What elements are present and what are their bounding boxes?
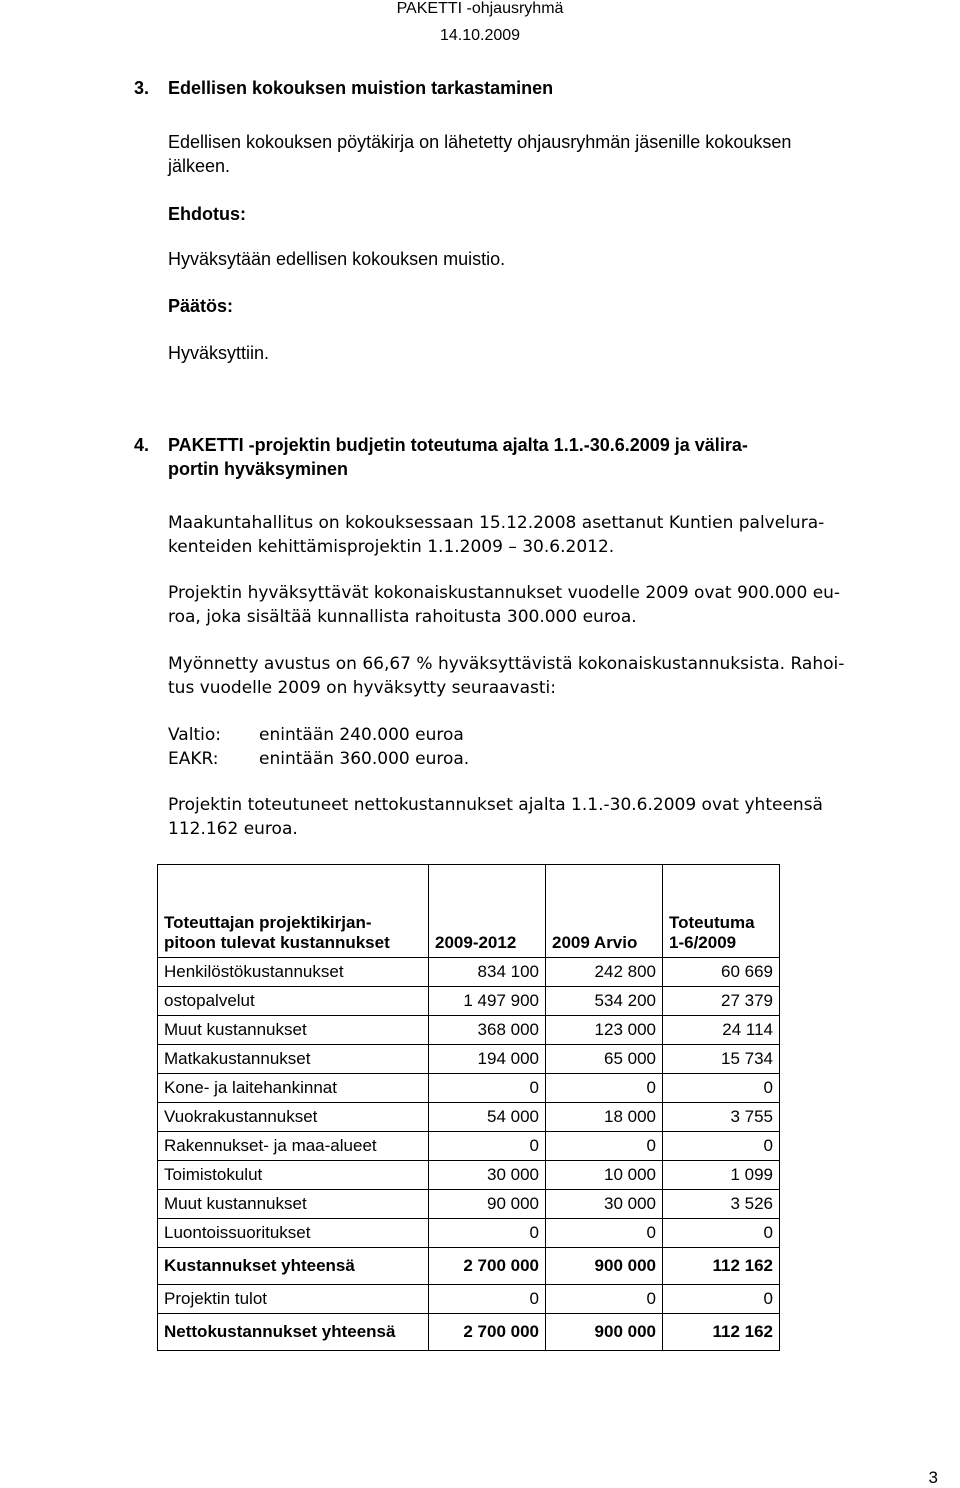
- header-2009-2012: [429, 865, 546, 958]
- table-row: [158, 1219, 780, 1248]
- table-row-total: [158, 1248, 780, 1285]
- proposal-label: Ehdotus:: [168, 204, 246, 224]
- funding-row-valtio: [168, 723, 464, 747]
- budget-table: [157, 864, 780, 1351]
- section-4-p3-line-2: tus vuodelle 2009 on hyväksytty seuraavasti:: [168, 678, 556, 698]
- cell-2009-2012: 834 100: [429, 958, 546, 987]
- cell-cost-type: Luontoissuoritukset: [158, 1219, 429, 1248]
- cell-income-label: Projektin tulot: [158, 1285, 429, 1314]
- cell-income-realized: 0: [663, 1285, 780, 1314]
- cell-2009-estimate: 0: [546, 1074, 663, 1103]
- section-3-title: Edellisen kokouksen muistion tarkastaminen: [168, 78, 554, 98]
- section-4-p2-line-2: roa, joka sisältää kunnallista rahoitusta 300.000 euroa.: [168, 607, 637, 627]
- section-4-p4-line-2: 112.162 euroa.: [168, 819, 298, 839]
- cell-total-realized: 112 162: [663, 1248, 780, 1285]
- header-realized: [663, 865, 780, 958]
- decision-label: Päätös:: [168, 296, 234, 316]
- funding-value: enintään 240.000 euroa: [259, 725, 464, 745]
- table-row: [158, 1016, 780, 1045]
- cell-realized: 0: [663, 1132, 780, 1161]
- header-date: 14.10.2009: [439, 27, 521, 44]
- cell-cost-type: Kone- ja laitehankinnat: [158, 1074, 429, 1103]
- table-row: [158, 1161, 780, 1190]
- section-3-number: 3.: [134, 78, 150, 98]
- header-cost-type-line-1: Toteuttajan projektikirjan-: [164, 913, 372, 932]
- cell-cost-type: Muut kustannukset: [158, 1016, 429, 1045]
- cell-total-2009-estimate: 900 000: [546, 1248, 663, 1285]
- table-row-income: [158, 1285, 780, 1314]
- table-row: [158, 1132, 780, 1161]
- section-4-title-line-2: portin hyväksyminen: [168, 459, 349, 479]
- header-cost-type: [158, 865, 429, 958]
- section-4-title-line-1: PAKETTI -projektin budjetin toteutuma ajalta 1.1.-30.6.2009 ja välira-: [168, 435, 748, 455]
- table-header-row: [158, 865, 780, 958]
- cell-2009-estimate: 0: [546, 1132, 663, 1161]
- cell-2009-estimate: 18 000: [546, 1103, 663, 1132]
- cell-total-label: Kustannukset yhteensä: [158, 1248, 429, 1285]
- cell-2009-2012: 194 000: [429, 1045, 546, 1074]
- funding-label: Valtio:: [168, 725, 221, 745]
- table-row: [158, 1190, 780, 1219]
- cell-2009-estimate: 242 800: [546, 958, 663, 987]
- cell-net-realized: 112 162: [663, 1314, 780, 1351]
- cell-net-2009-estimate: 900 000: [546, 1314, 663, 1351]
- cell-realized: 3 526: [663, 1190, 780, 1219]
- cell-2009-2012: 0: [429, 1074, 546, 1103]
- table-row: [158, 958, 780, 987]
- cell-income-2009-estimate: 0: [546, 1285, 663, 1314]
- cell-2009-estimate: 10 000: [546, 1161, 663, 1190]
- decision-text: Hyväksyttiin.: [168, 343, 270, 363]
- header-cost-type-line-2: pitoon tulevat kustannukset: [164, 933, 390, 952]
- cell-2009-estimate: 0: [546, 1219, 663, 1248]
- proposal-text: Hyväksytään edellisen kokouksen muistio.: [168, 249, 506, 269]
- header-2009-2012-text: 2009-2012: [435, 933, 517, 952]
- cell-income-2009-2012: 0: [429, 1285, 546, 1314]
- cell-2009-2012: 0: [429, 1219, 546, 1248]
- table-row: [158, 1103, 780, 1132]
- cell-2009-estimate: 123 000: [546, 1016, 663, 1045]
- cell-2009-estimate: 534 200: [546, 987, 663, 1016]
- cell-cost-type: Vuokrakustannukset: [158, 1103, 429, 1132]
- cell-2009-2012: 54 000: [429, 1103, 546, 1132]
- cell-cost-type: Toimistokulut: [158, 1161, 429, 1190]
- funding-label: EAKR:: [168, 749, 219, 769]
- table-row: [158, 1074, 780, 1103]
- cell-realized: 0: [663, 1219, 780, 1248]
- cell-total-2009-2012: 2 700 000: [429, 1248, 546, 1285]
- cell-realized: 0: [663, 1074, 780, 1103]
- table-row-net: [158, 1314, 780, 1351]
- cell-2009-estimate: 30 000: [546, 1190, 663, 1219]
- cell-2009-2012: 1 497 900: [429, 987, 546, 1016]
- cell-cost-type: Matkakustannukset: [158, 1045, 429, 1074]
- cell-realized: 60 669: [663, 958, 780, 987]
- cell-realized: 24 114: [663, 1016, 780, 1045]
- page-number: 3: [928, 1468, 938, 1487]
- cell-net-label: Nettokustannukset yhteensä: [158, 1314, 429, 1351]
- cell-2009-2012: 30 000: [429, 1161, 546, 1190]
- cell-cost-type: Muut kustannukset: [158, 1190, 429, 1219]
- cell-2009-2012: 0: [429, 1132, 546, 1161]
- funding-row-eakr: [168, 747, 469, 771]
- section-4-p1-line-1: Maakuntahallitus on kokouksessaan 15.12.2008 asettanut Kuntien palvelura-: [168, 513, 825, 533]
- table-row: [158, 987, 780, 1016]
- section-4-p3-line-1: Myönnetty avustus on 66,67 % hyväksyttävistä kokonaiskustannuksista. Rahoi-: [168, 654, 845, 674]
- header-realized-line-1: Toteutuma: [669, 913, 755, 932]
- section-3-paragraph-line-2: jälkeen.: [168, 156, 231, 176]
- cell-realized: 27 379: [663, 987, 780, 1016]
- cell-cost-type: ostopalvelut: [158, 987, 429, 1016]
- header-2009-estimate: [546, 865, 663, 958]
- table-row: [158, 1045, 780, 1074]
- header-2009-estimate-text: 2009 Arvio: [552, 933, 638, 952]
- section-4-number: 4.: [134, 435, 150, 455]
- cell-2009-2012: 90 000: [429, 1190, 546, 1219]
- cell-realized: 15 734: [663, 1045, 780, 1074]
- section-4-p1-line-2: kenteiden kehittämisprojektin 1.1.2009 – 30.6.2012.: [168, 537, 615, 557]
- cell-realized: 3 755: [663, 1103, 780, 1132]
- header-title: PAKETTI -ohjausryhmä: [396, 0, 564, 17]
- cell-cost-type: Rakennukset- ja maa-alueet: [158, 1132, 429, 1161]
- cell-realized: 1 099: [663, 1161, 780, 1190]
- section-4-p2-line-1: Projektin hyväksyttävät kokonaiskustannukset vuodelle 2009 ovat 900.000 eu-: [168, 583, 841, 603]
- cell-2009-2012: 368 000: [429, 1016, 546, 1045]
- cell-net-2009-2012: 2 700 000: [429, 1314, 546, 1351]
- funding-value: enintään 360.000 euroa.: [259, 749, 470, 769]
- header-realized-line-2: 1-6/2009: [669, 933, 737, 952]
- section-4-p4-line-1: Projektin toteutuneet nettokustannukset ajalta 1.1.-30.6.2009 ovat yhteensä: [168, 795, 823, 815]
- cell-cost-type: Henkilöstökustannukset: [158, 958, 429, 987]
- cell-2009-estimate: 65 000: [546, 1045, 663, 1074]
- section-3-paragraph-line-1: Edellisen kokouksen pöytäkirja on lähetetty ohjausryhmän jäsenille kokouksen: [168, 132, 792, 152]
